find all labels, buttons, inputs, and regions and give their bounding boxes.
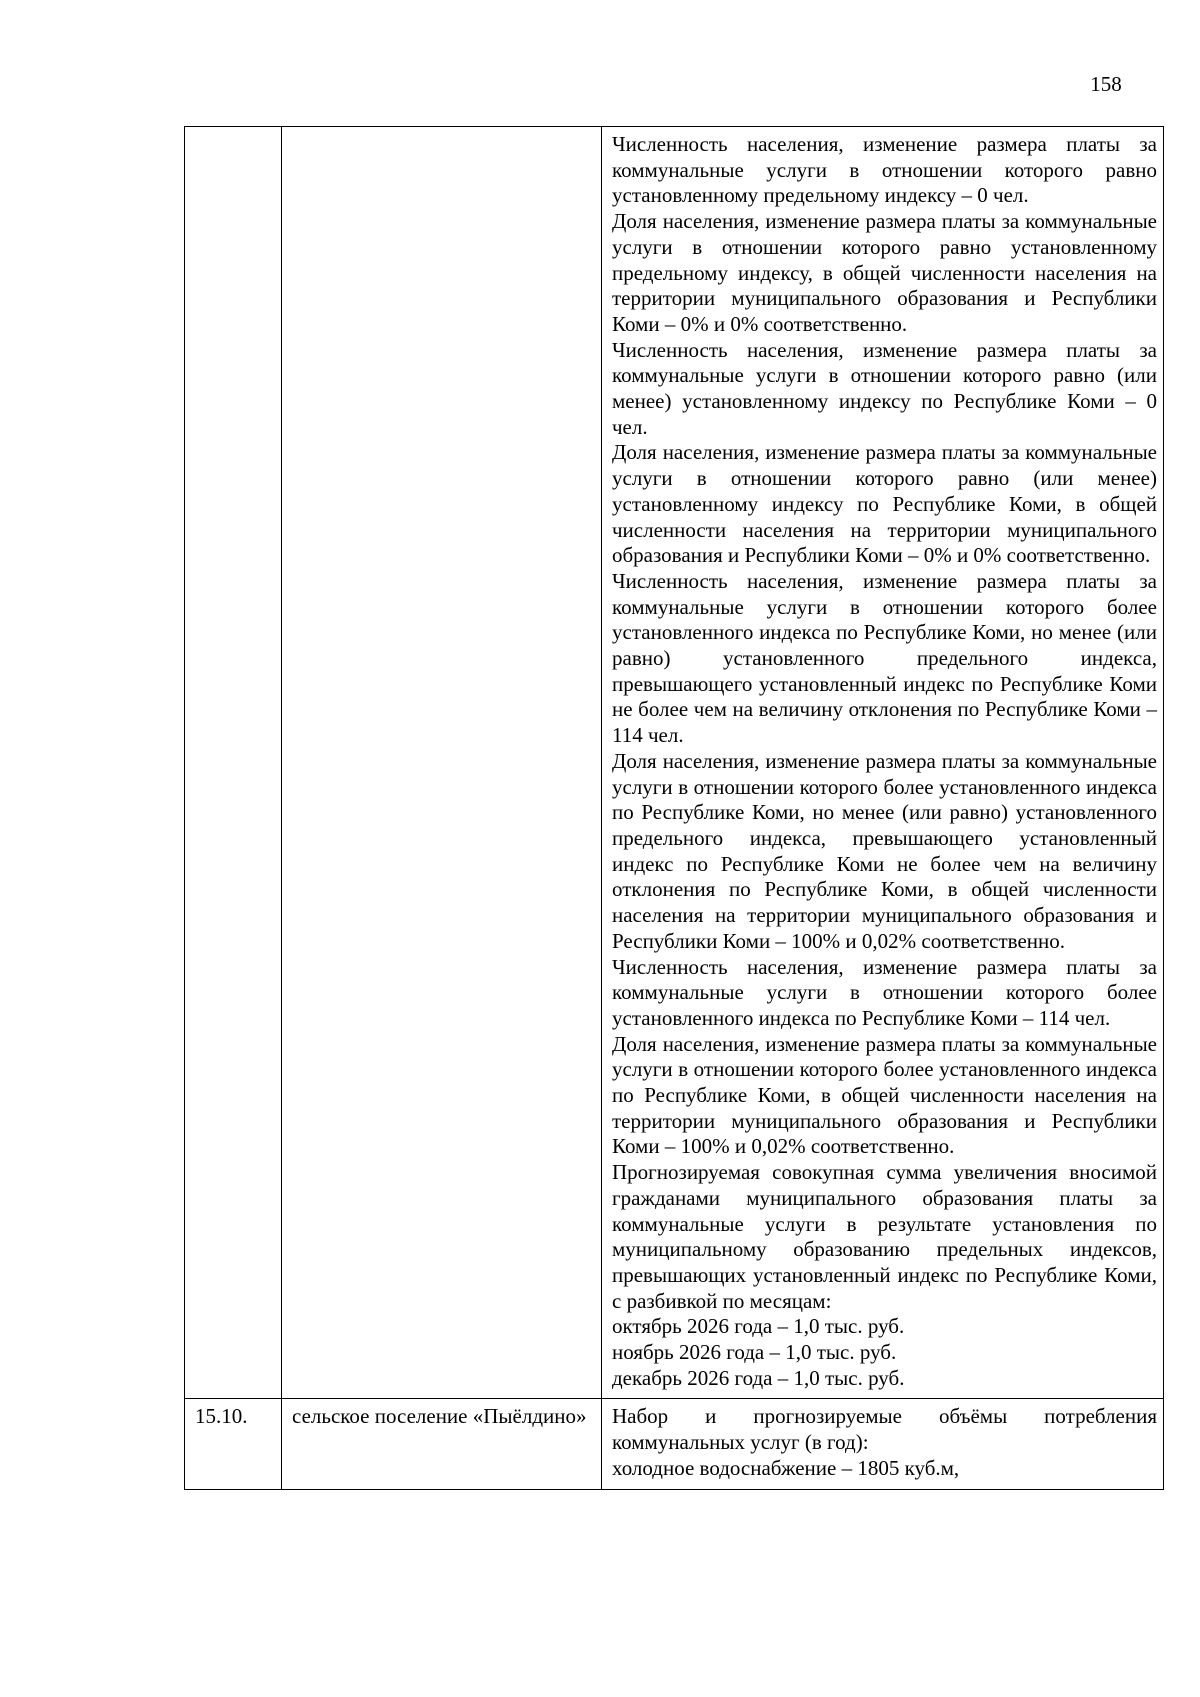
forecast-paragraph: Прогнозируемая совокупная сумма увеличения вносимой гражданами муниципального образования платы за коммунальные услуги в результате установления по муниципальному образованию предельных индексов, превышающих установленный индекс по Республике Коми, с разбивкой по месяцам: bbox=[612, 1160, 1157, 1313]
indicator-paragraph: Численность населения, изменение размера платы за коммунальные услуги в отношении которого равно установленному предельному индексу – 0 чел. bbox=[612, 132, 1157, 208]
row-number-cell bbox=[185, 127, 282, 1399]
monthly-amount-line: ноябрь 2026 года – 1,0 тыс. руб. bbox=[612, 1340, 897, 1365]
indicator-paragraph: Доля населения, изменение размера платы за коммунальные услуги в отношении которого более установленного индекса по Республике Коми, в общей численности населения на территории муниципального образования и Республики Коми – 100% и 0,02% соответственно. bbox=[612, 1031, 1157, 1159]
indicators-cell bbox=[602, 1399, 1164, 1489]
settlement-name-cell bbox=[282, 127, 602, 1399]
row-number-cell: 15.10. bbox=[185, 1399, 282, 1489]
page-number: 158 bbox=[1090, 72, 1122, 96]
consumption-intro-paragraph: Набор и прогнозируемые объёмы потребления коммунальных услуг (в год): bbox=[612, 1404, 1157, 1455]
indicator-paragraph: Численность населения, изменение размера платы за коммунальные услуги в отношении которого более установленного индекса по Республике Коми – 114 чел. bbox=[612, 954, 1157, 1030]
settlement-name: сельское поселение «Пыёлдино» bbox=[292, 1404, 587, 1429]
indicator-paragraph: Доля населения, изменение размера платы за коммунальные услуги в отношении которого равно установленному предельному индексу, в общей численности населения на территории муниципального образования и Республики Коми – 0% и 0% соответственно. bbox=[612, 209, 1157, 336]
monthly-amount-line: декабрь 2026 года – 1,0 тыс. руб. bbox=[612, 1365, 905, 1390]
tariff-table bbox=[184, 126, 1164, 1490]
indicator-paragraph: Доля населения, изменение размера платы за коммунальные услуги в отношении которого более установленного индекса по Республике Коми, но менее (или равно) установленного предельного индекса, превышающего установленный индекс по Республике Коми не более чем на величину отклонения по Республике Коми, в общей численности населения на территории муниципального образования и Республики Коми – 100% и 0,02% соответственно. bbox=[612, 748, 1157, 953]
settlement-name-cell bbox=[282, 1399, 602, 1489]
indicators-cell bbox=[602, 127, 1164, 1399]
indicator-paragraph: Численность населения, изменение размера платы за коммунальные услуги в отношении которого более установленного индекса по Республике Коми, но менее (или равно) установленного предельного индекса, превышающего установленный индекс по Республике Коми не более чем на величину отклонения по Республике Коми – 114 чел. bbox=[612, 568, 1157, 748]
table-row bbox=[185, 1399, 1164, 1489]
indicator-paragraph: Численность населения, изменение размера платы за коммунальные услуги в отношении которого равно (или менее) установленному индексу по Республике Коми – 0 чел. bbox=[612, 337, 1157, 439]
indicator-paragraph: Доля населения, изменение размера платы за коммунальные услуги в отношении которого равно (или менее) установленному индексу по Республике Коми, в общей численности населения на территории муниципального образования и Республики Коми – 0% и 0% соответственно. bbox=[612, 440, 1157, 568]
monthly-amount-line: октябрь 2026 года – 1,0 тыс. руб. bbox=[612, 1314, 905, 1339]
consumption-line: холодное водоснабжение – 1805 куб.м, bbox=[612, 1455, 960, 1480]
table-row bbox=[185, 127, 1164, 1399]
